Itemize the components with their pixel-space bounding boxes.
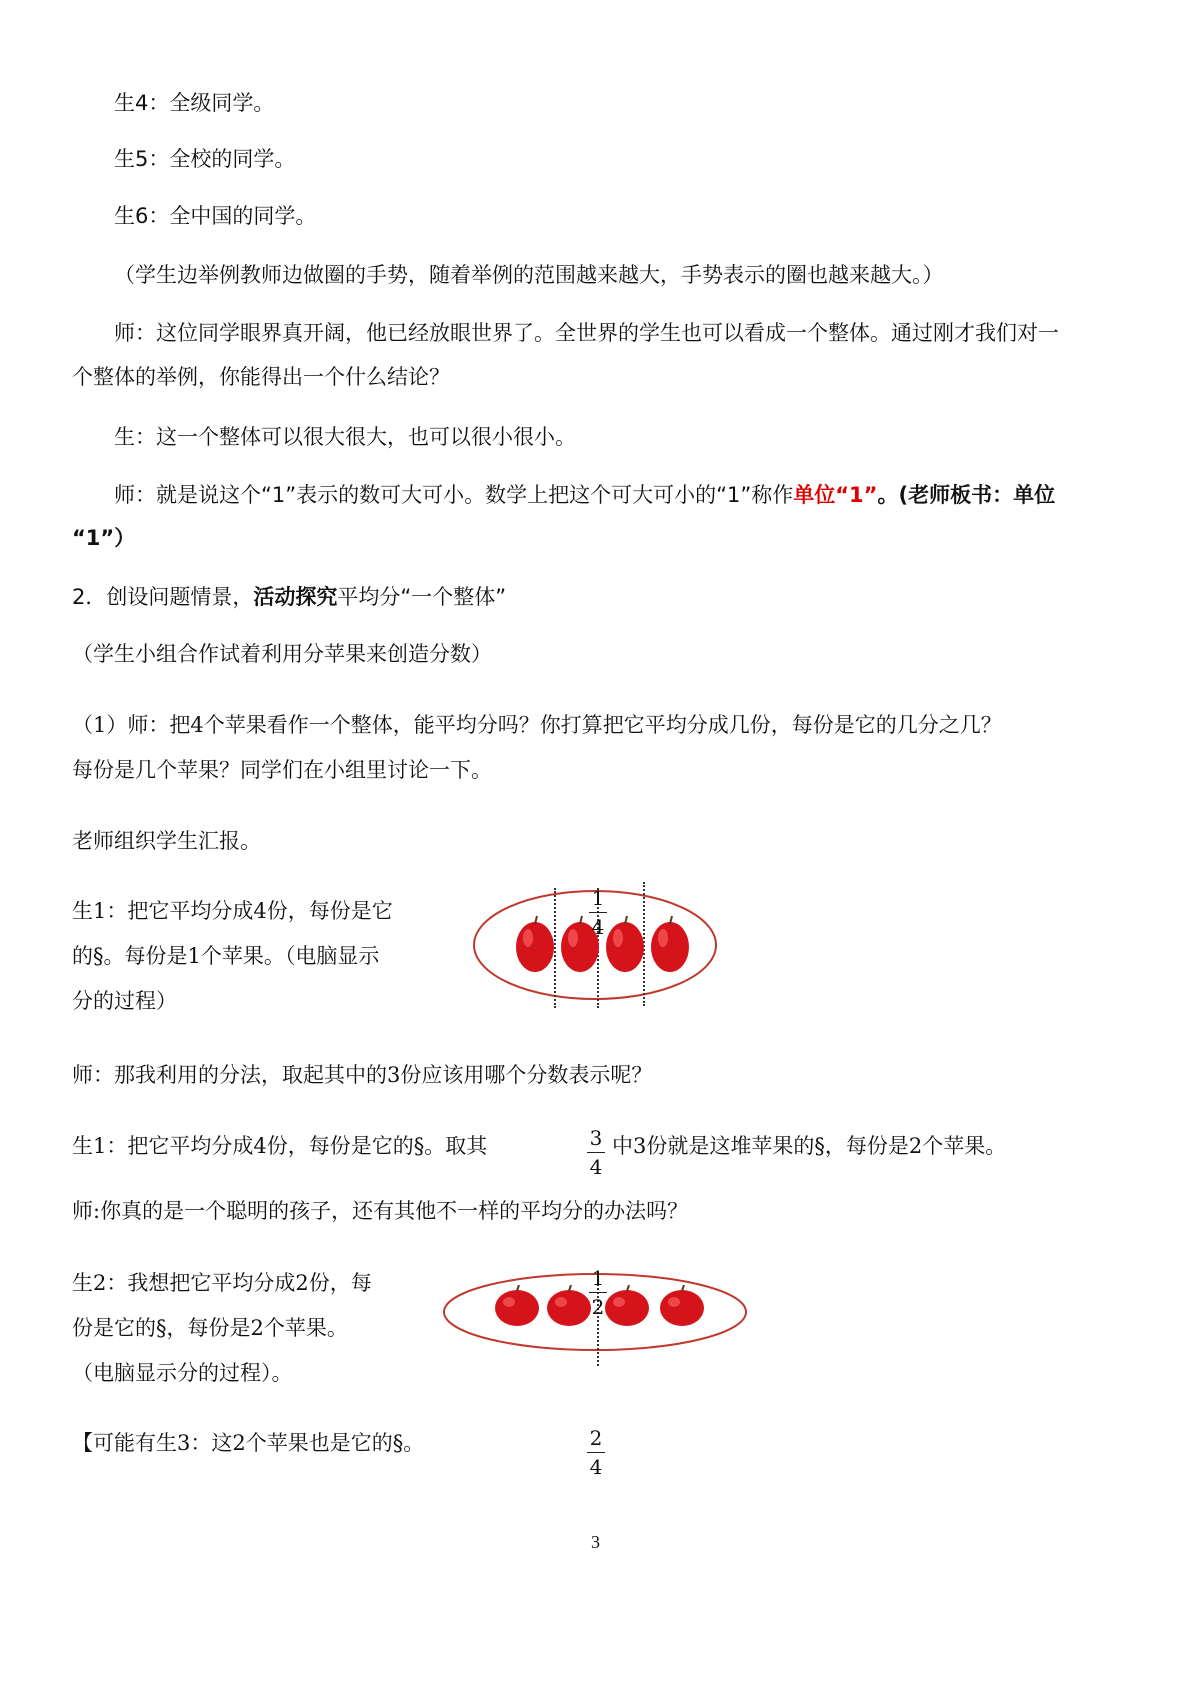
fraction-denominator: 4 xyxy=(591,915,605,939)
section-2-post: 平均分“一个整体” xyxy=(337,585,507,609)
line-student-5: 生5：全校的同学。 xyxy=(114,147,296,171)
line-gesture-note: （学生边举例教师边做圈的手势，随着举例的范围越来越大，手势表示的圈也越来越大。） xyxy=(114,263,944,287)
line-teacher-1a: 师：这位同学眼界真开阔，他已经放眼世界了。全世界的学生也可以看成一个整体。通过刚才我们对一 xyxy=(114,321,1059,345)
fraction-numerator: 1 xyxy=(591,886,605,910)
teacher-2-note: 。(老师板书：单位 xyxy=(877,483,1056,507)
apple-icon xyxy=(494,1285,540,1327)
line-report-4: 【可能有生3：这2个苹果也是它的§。 xyxy=(72,1431,425,1455)
fraction-bar xyxy=(589,912,607,913)
apple-icon xyxy=(605,914,645,974)
fraction-denominator: 2 xyxy=(591,1295,605,1319)
line-student-conclusion: 生：这一个整体可以很大很大，也可以很小很小。 xyxy=(114,425,576,449)
fraction-bar xyxy=(589,1292,607,1293)
fraction-numerator: 2 xyxy=(589,1426,603,1450)
section-2-heading xyxy=(72,584,506,610)
apple-icon xyxy=(604,1285,650,1327)
apple-icon xyxy=(659,1285,705,1327)
fraction-two-quarters xyxy=(585,1428,607,1477)
fraction-denominator: 4 xyxy=(589,1455,603,1479)
fraction-denominator: 4 xyxy=(589,1155,603,1179)
line-report-3b: 份是它的§，每份是2个苹果。 xyxy=(72,1316,348,1340)
line-report-1c: 分的过程） xyxy=(72,989,177,1013)
line-question-1b: 每份是几个苹果？同学们在小组里讨论一下。 xyxy=(72,758,492,782)
line-student-4: 生4：全级同学。 xyxy=(114,91,275,115)
fraction-one-quarter xyxy=(587,888,609,937)
fraction-one-half xyxy=(587,1268,609,1317)
line-group-note: （学生小组合作试着利用分苹果来创造分数） xyxy=(72,642,492,666)
line-teacher-2 xyxy=(114,482,1055,508)
page-number: 3 xyxy=(591,1532,600,1552)
line-report-2-post: 中3份就是这堆苹果的§，每份是2个苹果。 xyxy=(612,1134,1007,1158)
section-2-bold: 活动探究 xyxy=(253,585,338,609)
fraction-three-quarters xyxy=(585,1128,607,1177)
line-teacher-4: 师:你真的是一个聪明的孩子，还有其他不一样的平均分的办法吗？ xyxy=(72,1199,689,1223)
line-report-1b: 的§。每份是1个苹果。（电脑显示 xyxy=(72,944,380,968)
teacher-2-text: 师：就是说这个“1”表示的数可大可小。数学上把这个可大可小的“1”称作 xyxy=(114,483,794,507)
line-teacher-2b: “1”） xyxy=(72,526,136,550)
line-question-1a: （1）师：把4个苹果看作一个整体，能平均分吗？你打算把它平均分成几份，每份是它的几分之几？ xyxy=(72,713,1002,737)
line-report-2-pre: 生1：把它平均分成4份，每份是它的§。取其 xyxy=(72,1134,488,1158)
line-teacher-1b: 个整体的举例，你能得出一个什么结论？ xyxy=(72,365,450,389)
line-report: 老师组织学生汇报。 xyxy=(72,829,261,853)
apple-icon xyxy=(546,1285,592,1327)
fraction-bar xyxy=(587,1452,605,1453)
fraction-numerator: 3 xyxy=(589,1126,603,1150)
line-report-1a: 生1：把它平均分成4份，每份是它 xyxy=(72,899,393,923)
fraction-bar xyxy=(587,1152,605,1153)
line-report-3c: （电脑显示分的过程）。 xyxy=(72,1361,293,1385)
apple-icon xyxy=(515,914,555,974)
fraction-numerator: 1 xyxy=(591,1266,605,1290)
line-teacher-3: 师：那我利用的分法，取起其中的3份应该用哪个分数表示呢？ xyxy=(72,1063,653,1087)
unit-one-highlight: 单位“1” xyxy=(793,483,878,507)
line-report-3a: 生2：我想把它平均分成2份，每 xyxy=(72,1271,372,1295)
apple-icon xyxy=(650,914,690,974)
section-2-pre: 2．创设问题情景， xyxy=(72,585,254,609)
line-student-6: 生6：全中国的同学。 xyxy=(114,204,317,228)
